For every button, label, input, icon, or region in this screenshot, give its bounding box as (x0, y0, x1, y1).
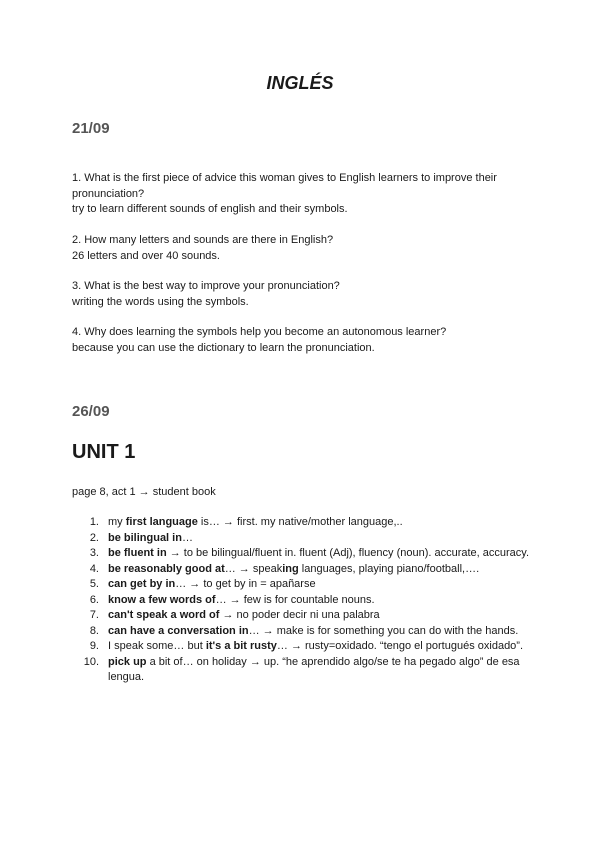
page-title: INGLÉS (266, 73, 334, 93)
item-number: 4. (89, 562, 99, 575)
item-text: my (108, 516, 126, 528)
answer: try to learn different sounds of english and their symbols. (72, 203, 348, 215)
item-number: 5. (89, 578, 99, 590)
item-text: a bit of… on holiday → up. “he aprendido algo/se te ha pegado algo” de esa lengua. (108, 655, 520, 683)
key-phrase: can't speak a word of (108, 609, 220, 621)
vocab-item (72, 608, 532, 624)
vocab-item (72, 515, 532, 531)
qa-block (72, 171, 532, 218)
item-number: 1. (89, 516, 99, 528)
book-reference: page 8, act 1 → student book (72, 486, 216, 498)
vocab-item (72, 593, 532, 609)
key-phrase: ing (282, 562, 299, 575)
qa-block (72, 325, 532, 356)
key-phrase: it's a bit rusty (205, 640, 277, 652)
answer: because you can use the dictionary to learn the pronunciation. (72, 341, 375, 354)
item-text: … → few is for countable nouns. (215, 593, 375, 606)
vocab-item (72, 577, 532, 593)
item-text: I speak some… but (108, 640, 206, 652)
key-phrase: can get by in (108, 578, 176, 590)
key-phrase: can have a conversation in (108, 624, 249, 637)
item-text: → to be bilingual/fluent in. fluent (Adj), fluency (noun). accurate, accuracy. (166, 547, 530, 559)
vocab-item (72, 546, 532, 562)
key-phrase: first language (125, 516, 198, 528)
key-phrase: know a few words of (108, 593, 216, 606)
item-number: 3. (89, 547, 99, 559)
vocab-item (72, 624, 532, 640)
item-text: … → rusty=oxidado. “tengo el portugués oxidado”. (276, 640, 524, 652)
item-number: 10. (83, 655, 99, 668)
question: 2. How many letters and sounds are there in English? (72, 234, 334, 246)
item-text: … → to get by in = apañarse (175, 578, 316, 590)
key-phrase: pick up (108, 655, 147, 668)
qa-block (72, 279, 532, 310)
vocab-item (72, 562, 532, 578)
question: 3. What is the best way to improve your pronunciation? (72, 280, 340, 292)
key-phrase: be bilingual in (108, 531, 182, 544)
question: 4. Why does learning the symbols help you become an autonomous learner? (72, 326, 447, 338)
key-phrase: be reasonably good at (108, 562, 225, 575)
vocab-item (72, 531, 532, 547)
item-text: languages, playing piano/football,…. (298, 562, 480, 575)
item-text: is… → first. my native/mother language,.. (197, 516, 403, 528)
unit-heading: UNIT 1 (72, 441, 136, 463)
item-number: 6. (89, 593, 99, 606)
question: 1. What is the first piece of advice this woman gives to English learners to improve their pronunciation? (72, 172, 497, 200)
item-text: … → speak (224, 562, 283, 575)
qa-block (72, 233, 532, 264)
item-text: … → make is for something you can do with the hands. (248, 624, 519, 637)
answer: writing the words using the symbols. (72, 295, 249, 308)
key-phrase: be fluent in (108, 547, 167, 559)
item-number: 2. (89, 531, 99, 544)
item-number: 8. (89, 624, 99, 637)
vocab-item (72, 655, 532, 686)
item-number: 9. (89, 640, 99, 652)
answer: 26 letters and over 40 sounds. (72, 249, 220, 262)
section-date: 21/09 (72, 120, 110, 137)
section-date: 26/09 (72, 403, 110, 420)
item-number: 7. (89, 609, 99, 621)
vocabulary-list (72, 515, 532, 686)
item-text: … (181, 531, 193, 544)
item-text: → no poder decir ni una palabra (219, 609, 380, 621)
vocab-item (72, 639, 532, 655)
